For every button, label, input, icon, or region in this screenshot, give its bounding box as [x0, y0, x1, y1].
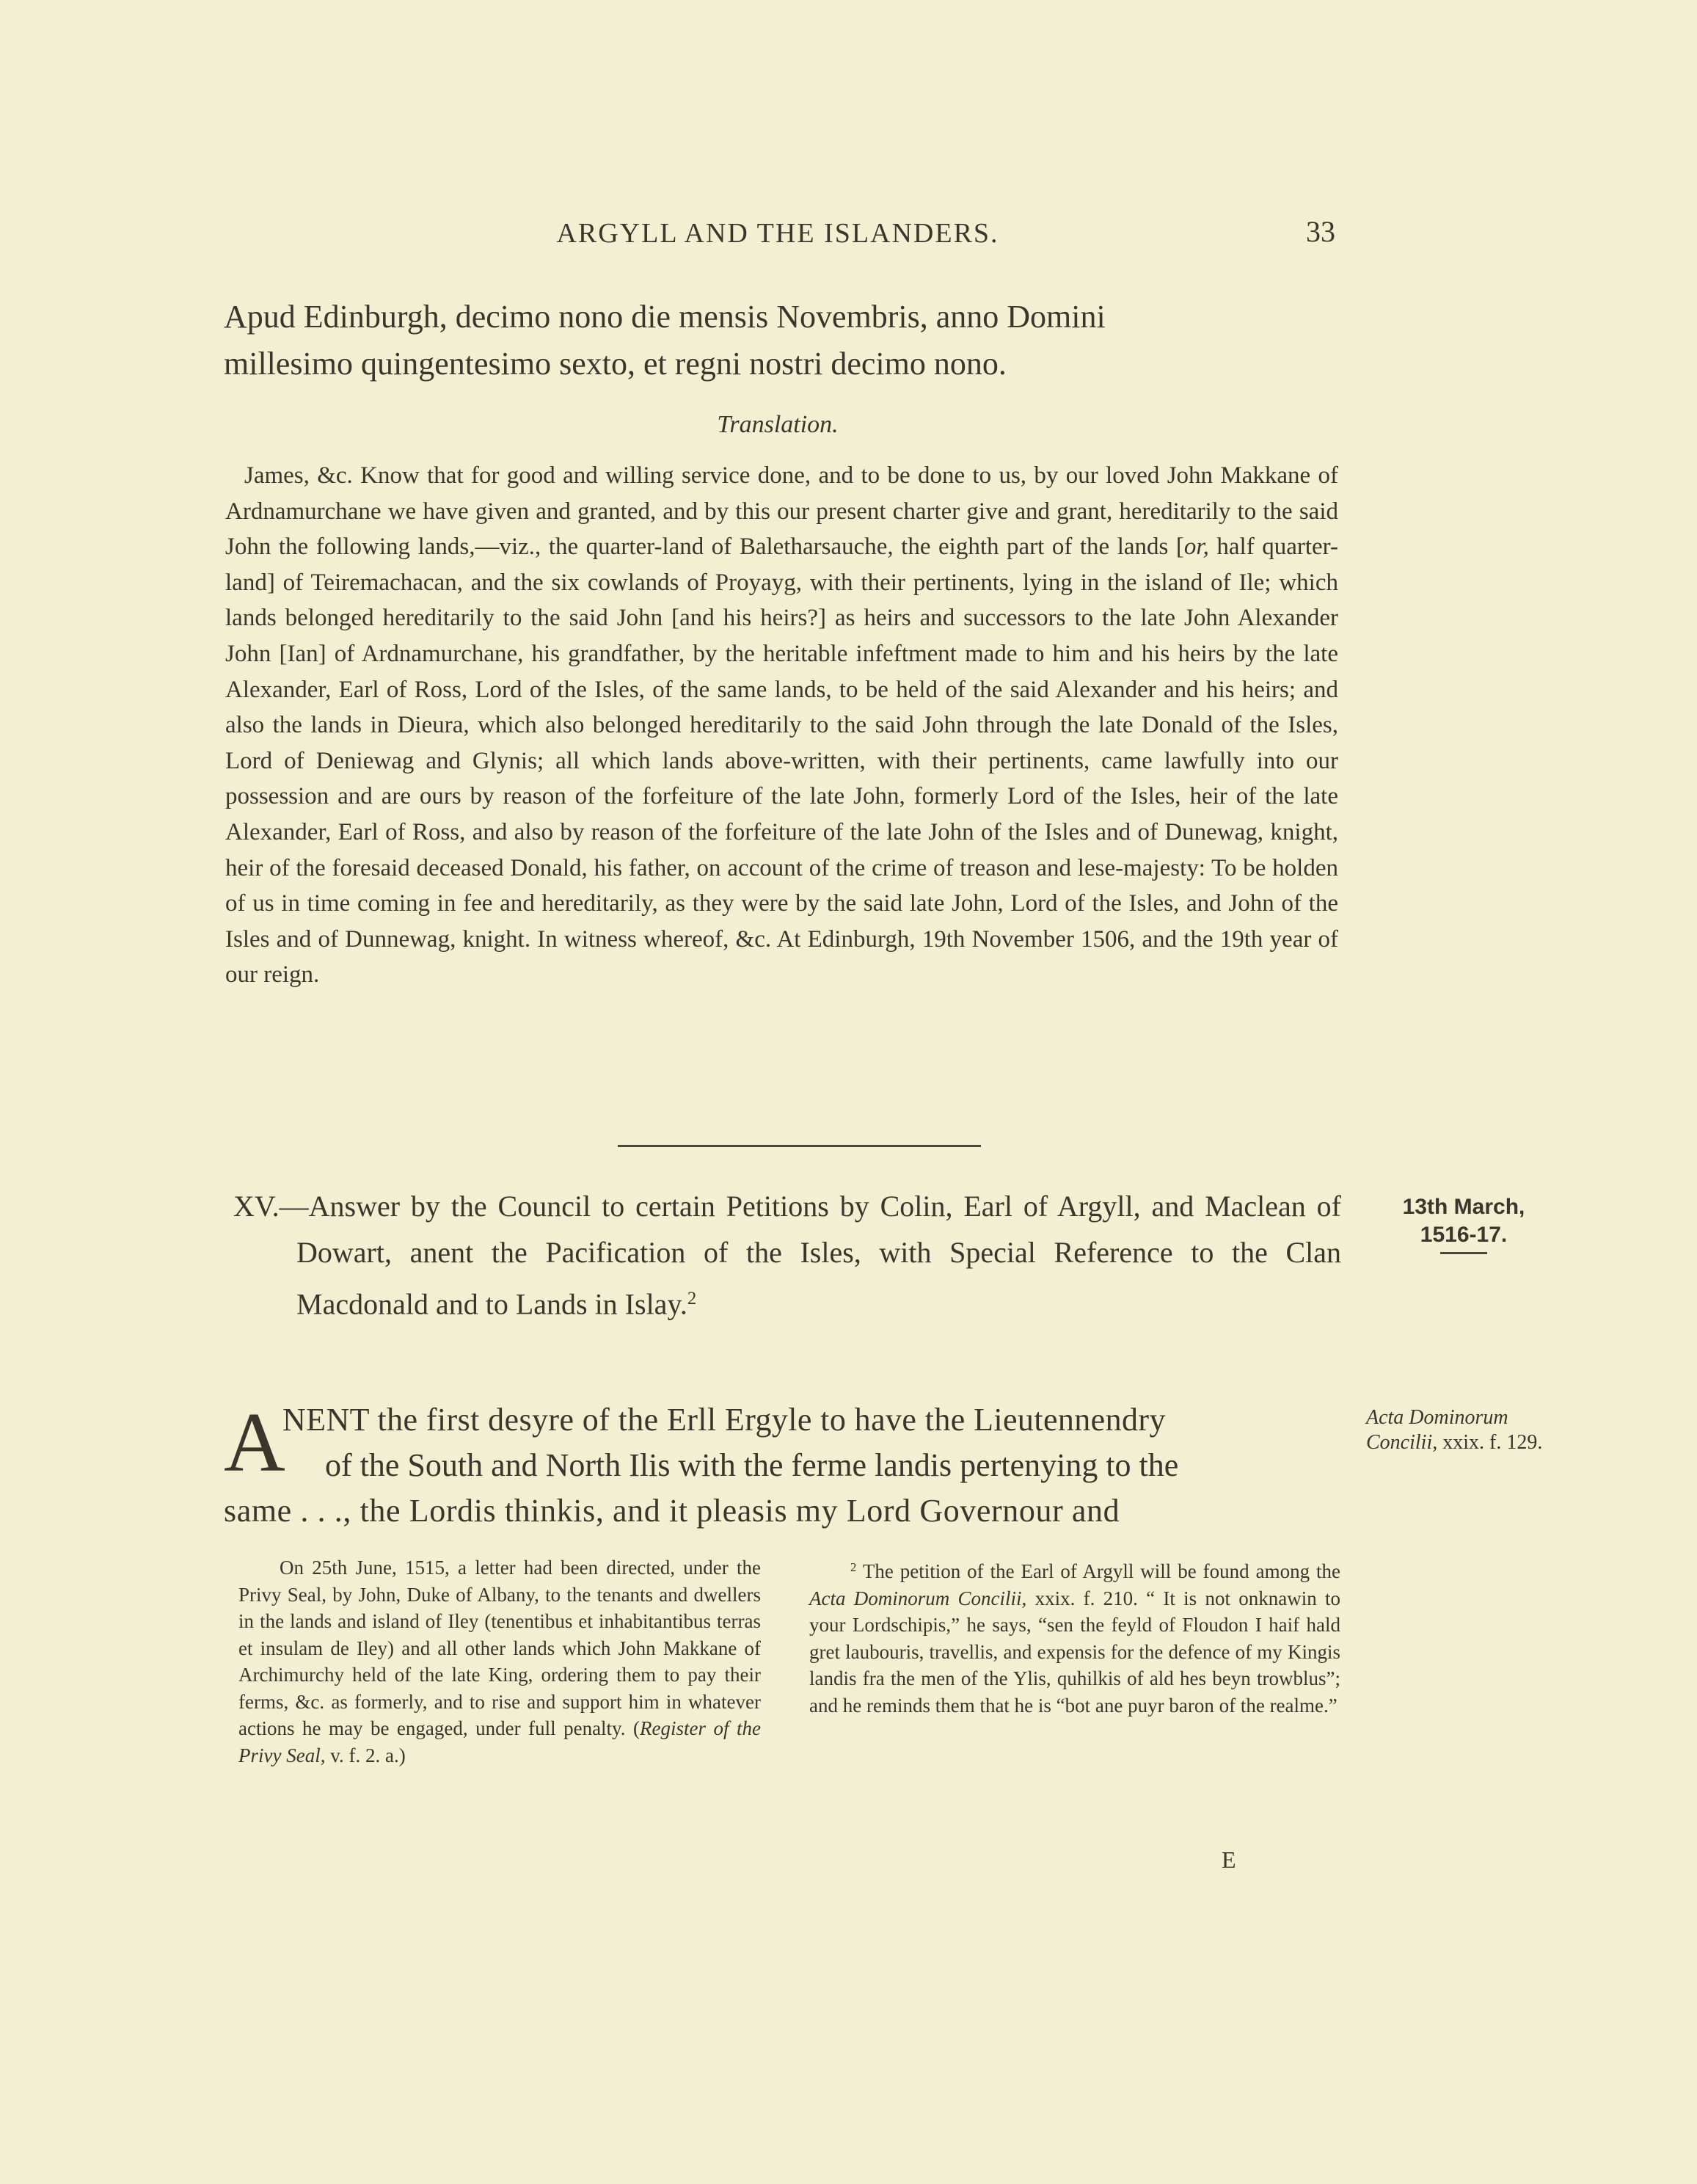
- footnote-2: [809, 1554, 1340, 1719]
- latin-dating-clause: [224, 294, 1339, 387]
- footnote-left-text: On 25th June, 1515, a letter had been directed, under the Privy Seal, by John, Duke of Albany, to the tenants and dwellers in the lands and island of Iley (tenentibus et inhabitantibus terras et insulam de Iley) and all other lands which John Makkane of Archimurchy held of the late King, ordering them to pay their ferms, &c. as formerly, and to rise and support him in whatever actions he may be engaged, under full penalty. (: [238, 1557, 761, 1739]
- footnote-left: [238, 1554, 761, 1769]
- heading-line-4: to Lands in Islay.: [485, 1287, 687, 1321]
- footnote-2-text-1: The petition of the Earl of Argyll will be found among the: [856, 1560, 1340, 1583]
- sidenote-ref-rest: xxix. f. 129.: [1437, 1431, 1543, 1454]
- page-number: 33: [1306, 215, 1335, 248]
- running-title: ARGYLL AND THE ISLANDERS.: [556, 218, 999, 249]
- sidenote-date-line-2: 1516-17.: [1420, 1223, 1508, 1247]
- sidenote-reference: [1366, 1405, 1586, 1455]
- footnote-2-citation: Acta Dominorum Concilii,: [809, 1587, 1027, 1609]
- sidenote-ref-line-1: Acta Dominorum: [1366, 1406, 1508, 1429]
- heading-footnote-mark: 2: [687, 1289, 697, 1308]
- document-body: [224, 1397, 1340, 1534]
- footnote-2-mark: 2: [850, 1560, 857, 1574]
- body-line-1: NENT the first desyre of the Erll Ergyle to have the Lieutennendry: [282, 1402, 1166, 1438]
- body-line-2: of the South and North Ilis with the ferme landis pertenying to the: [325, 1447, 1179, 1483]
- heading-line-3: the Isles, with Special Reference to the Clan Macdonald and: [296, 1236, 1342, 1321]
- heading-line-2: Argyll, and Maclean of Dowart, anent the Pacification of: [296, 1190, 1342, 1269]
- footnote-left-end: v. f. 2. a.): [325, 1744, 406, 1766]
- heading-line-1: —Answer by the Council to certain Petitions by Colin, Earl of: [279, 1190, 1048, 1223]
- footnote-left-citation: Register of the Privy Seal,: [238, 1717, 762, 1766]
- document-number: XV.: [233, 1190, 280, 1223]
- page-header: [220, 213, 1335, 257]
- sidenote-ref-italic: Concilii,: [1366, 1431, 1438, 1454]
- sidenote-date-line-1: 13th March,: [1402, 1195, 1525, 1219]
- sidenote-date: [1394, 1193, 1533, 1254]
- latin-line-1: Apud Edinburgh, decimo nono die mensis Novembris, anno Domini: [224, 299, 1106, 335]
- sidenote-dash: [1440, 1252, 1487, 1254]
- footnote-2-text-2: xxix. f. 210. “ It is not onknawin to your Lordschipis,” he says, “sen the feyld of Floudon I haif hald gret laubouris, travellis, and expensis for the defence of my Kingis landis fra the men of the Ylis, quhilkis of ald hes beyn trowblus”; and he reminds them that he is “bot ane puyr baron of the realme.”: [809, 1587, 1341, 1717]
- translation-heading: Translation.: [717, 411, 839, 438]
- section-divider: [618, 1145, 981, 1147]
- latin-line-2: millesimo quingentesimo sexto, et regni nostri decimo nono.: [224, 346, 1007, 382]
- translation-text-part-1: James, &c. Know that for good and willing service done, and to be done to us, by our loved John Makkane of Ardnamurchane we have given and granted, and by this our present charter give and grant, hereditarily to the said John the following lands,—viz., the quarter-land of Baletharsauche, the eighth part of the lands [: [225, 462, 1338, 561]
- drop-capital: A: [224, 1396, 285, 1490]
- body-line-3: same . . ., the Lordis thinkis, and it pleasis my Lord Governour and: [224, 1493, 1120, 1529]
- signature-mark: E: [1222, 1846, 1236, 1873]
- document-heading: [233, 1183, 1341, 1328]
- translation-or-italic: or,: [1183, 534, 1209, 561]
- translation-text-part-2: half quarter-land] of Teiremachacan, and the six cowlands of Proyayg, with their pertinents, lying in the island of Ile; which lands belonged hereditarily to the said John [and his heirs?] as heirs and successors to the late John Alexander John [Ian] of Ardnamurchane, his grandfather, by the heritable infeftment made to him and his heirs by the late Alexander, Earl of Ross, Lord of the Isles, of the same lands, to be held of the said Alexander and his heirs; and also the lands in Dieura, which also belonged hereditarily to the said John through the late Donald of the Isles, Lord of Deniewag and Glynis; all which lands above-written, with their pertinents, came lawfully into our possession and are ours by reason of the forfeiture of the late John, formerly Lord of the Isles, heir of the late Alexander, Earl of Ross, and also by reason of the forfeiture of the late John of the Isles and of Dunewag, knight, heir of the foresaid deceased Donald, his father, on account of the crime of treason and lese-majesty: To be holden of us in time coming in fee and hereditarily, as they were by the said late John, Lord of the Isles, and John of the Isles and of Dunnewag, knight. In witness whereof, &c. At Edinburgh, 19th November 1506, and the 19th year of our reign.: [225, 534, 1338, 989]
- translation-paragraph: [225, 458, 1338, 993]
